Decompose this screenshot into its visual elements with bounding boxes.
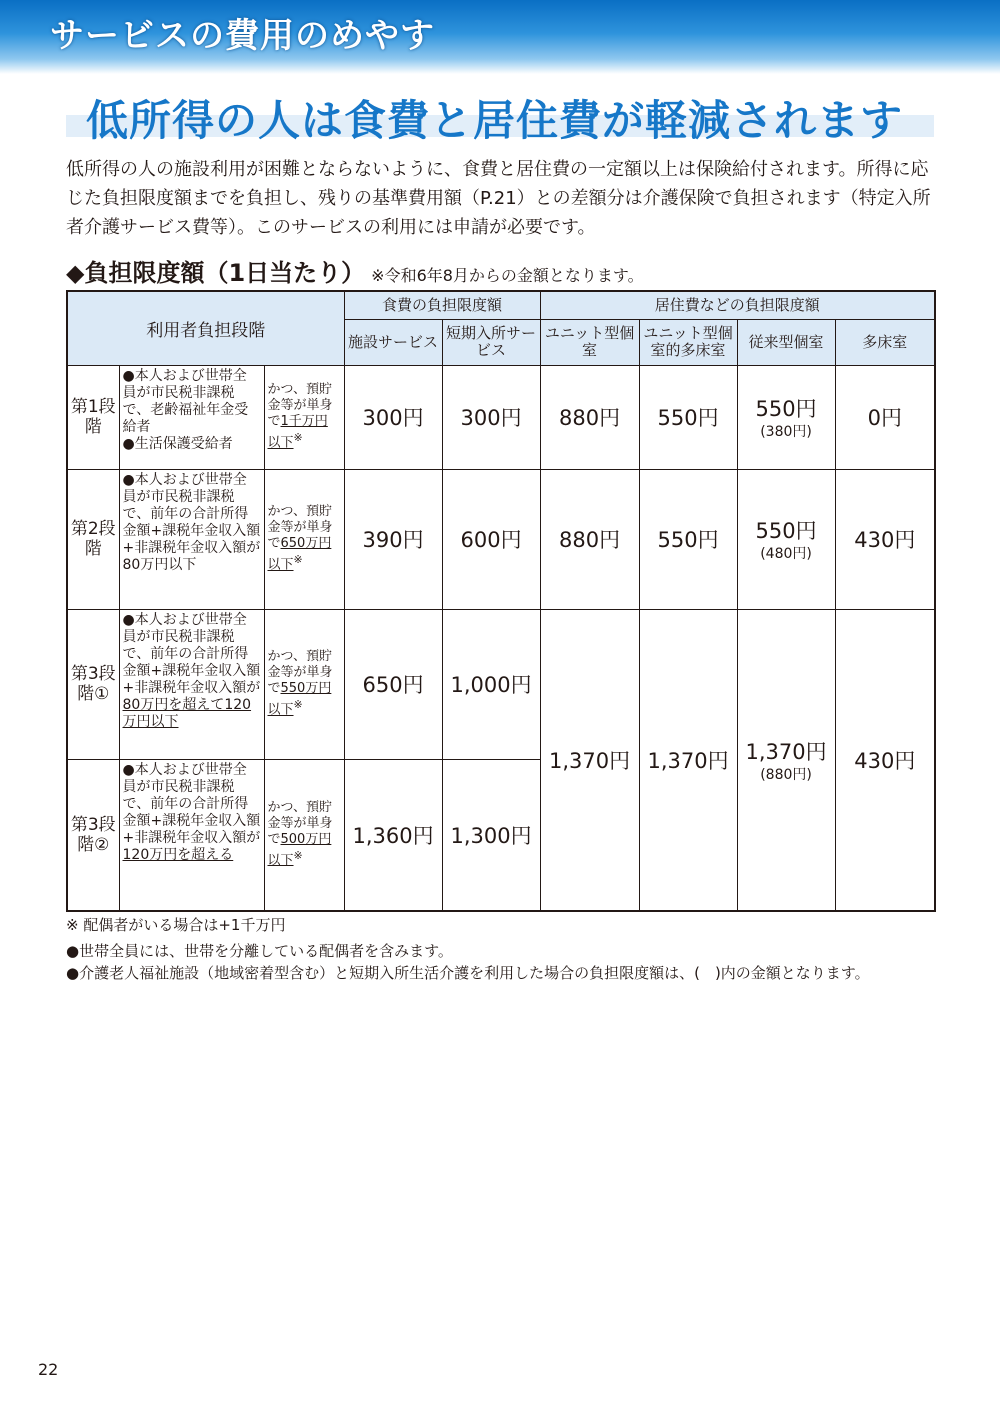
multi-bed-value: 0円 — [835, 365, 935, 469]
condition-line: ●本人および世帯全員が市民税非課税で、前年の合計所得金額+課税年金収入額+非課税年金収入額が80万円以下 — [122, 471, 261, 573]
conventional-private-value: 550円 — [755, 519, 817, 543]
condition-line: ●本人および世帯全員が市民税非課税で、前年の合計所得金額+課税年金収入額+非課税年金収入額が — [122, 761, 261, 846]
food-shortstay-value: 300円 — [442, 365, 540, 469]
conventional-private-cell — [737, 469, 835, 609]
page-header-title: サービスの費用のめやす — [50, 16, 435, 56]
multi-bed-value: 430円 — [835, 609, 935, 911]
stage-label: 第3段階① — [67, 609, 119, 759]
asset-mark: ※ — [293, 553, 303, 567]
asset-amount: 500万円以下 — [267, 832, 332, 869]
footnote-spouse: ※ 配偶者がいる場合は+1千万円 — [66, 916, 286, 934]
asset-mark: ※ — [293, 849, 303, 863]
asset-condition — [264, 759, 344, 911]
asset-prefix: かつ、預貯金等が単身で — [267, 649, 333, 697]
food-shortstay-value: 600円 — [442, 469, 540, 609]
header-stage: 利用者負担段階 — [67, 291, 344, 365]
section-title-text: ◆負担限度額（1日当たり） — [66, 259, 366, 287]
header-housing-group: 居住費などの負担限度額 — [540, 291, 935, 319]
food-facility-value: 650円 — [344, 609, 442, 759]
stage-label: 第1段階 — [67, 365, 119, 469]
header-unit-private: ユニット型個室 — [540, 319, 639, 365]
asset-mark: ※ — [293, 698, 303, 712]
headline: 低所得の人は食費と居住費が軽減されます — [86, 96, 904, 145]
condition-line: ●生活保護受給者 — [122, 435, 233, 452]
asset-amount: 650万円以下 — [267, 536, 332, 573]
header-conventional-private: 従来型個室 — [737, 319, 835, 365]
unit-private-value: 880円 — [540, 469, 639, 609]
condition-line: 120万円を超える — [122, 846, 234, 863]
header-unit-semi-private: ユニット型個室的多床室 — [639, 319, 737, 365]
header-multi-bed: 多床室 — [835, 319, 935, 365]
condition-line: ●本人および世帯全員が市民税非課税で、前年の合計所得金額+課税年金収入額+非課税年金収入額が — [122, 611, 261, 696]
stage-label: 第2段階 — [67, 469, 119, 609]
table-row — [67, 609, 935, 759]
section-title — [66, 253, 644, 288]
unit-private-value: 880円 — [540, 365, 639, 469]
stage-condition — [119, 759, 264, 911]
page-number: 22 — [38, 1360, 59, 1379]
asset-prefix: かつ、預貯金等が単身で — [267, 382, 333, 430]
section-note: ※令和6年8月からの金額となります。 — [371, 266, 644, 285]
condition-line: ●本人および世帯全員が市民税非課税で、老齢福祉年金受給者 — [122, 367, 249, 435]
table-row — [67, 469, 935, 609]
conventional-private-value: 550円 — [755, 397, 817, 421]
unit-private-value: 1,370円 — [540, 609, 639, 911]
stage-condition — [119, 469, 264, 609]
asset-prefix: かつ、預貯金等が単身で — [267, 800, 333, 848]
table-row — [67, 365, 935, 469]
food-facility-value: 300円 — [344, 365, 442, 469]
conventional-private-note: (480円) — [760, 546, 812, 562]
asset-condition — [264, 469, 344, 609]
food-facility-value: 1,360円 — [344, 759, 442, 911]
unit-semi-private-value: 550円 — [639, 469, 737, 609]
stage-label: 第3段階② — [67, 759, 119, 911]
header-food-group: 食費の負担限度額 — [344, 291, 540, 319]
unit-semi-private-value: 550円 — [639, 365, 737, 469]
food-shortstay-value: 1,300円 — [442, 759, 540, 911]
intro-text: 低所得の人の施設利用が困難とならないように、食費と居住費の一定額以上は保険給付されます。所得に応じた負担限度額までを負担し、残りの基準費用額（P.21）との差額分は介護保険で負担されます（特定入所者介護サービス費等）。このサービスの利用には申請が必要です。 — [66, 159, 931, 238]
food-shortstay-value: 1,000円 — [442, 609, 540, 759]
food-facility-value: 390円 — [344, 469, 442, 609]
conventional-private-note: (880円) — [760, 766, 812, 783]
asset-amount: 1千万円以下 — [267, 414, 328, 451]
unit-semi-private-value: 1,370円 — [639, 609, 737, 911]
asset-condition — [264, 365, 344, 469]
conventional-private-value: 1,370円 — [745, 739, 827, 764]
header-food-shortstay: 短期入所サービス — [442, 319, 540, 365]
footnote-household: ●世帯全員には、世帯を分離している配偶者を含みます。 — [66, 942, 453, 960]
multi-bed-value: 430円 — [835, 469, 935, 609]
asset-amount: 550万円以下 — [267, 681, 332, 718]
conventional-private-cell — [737, 365, 835, 469]
fee-table — [66, 290, 936, 912]
header-food-facility: 施設サービス — [344, 319, 442, 365]
asset-condition — [264, 609, 344, 759]
conventional-private-note: (380円) — [760, 424, 812, 440]
asset-mark: ※ — [293, 431, 303, 445]
footnote-parentheses: ●介護老人福祉施設（地域密着型含む）と短期入所生活介護を利用した場合の負担限度額は、( )内の金額となります。 — [66, 964, 870, 982]
asset-prefix: かつ、預貯金等が単身で — [267, 504, 333, 552]
stage-condition — [119, 365, 264, 469]
stage-condition — [119, 609, 264, 759]
conventional-private-cell — [737, 609, 835, 911]
condition-line: 80万円を超えて120万円以下 — [122, 696, 252, 730]
